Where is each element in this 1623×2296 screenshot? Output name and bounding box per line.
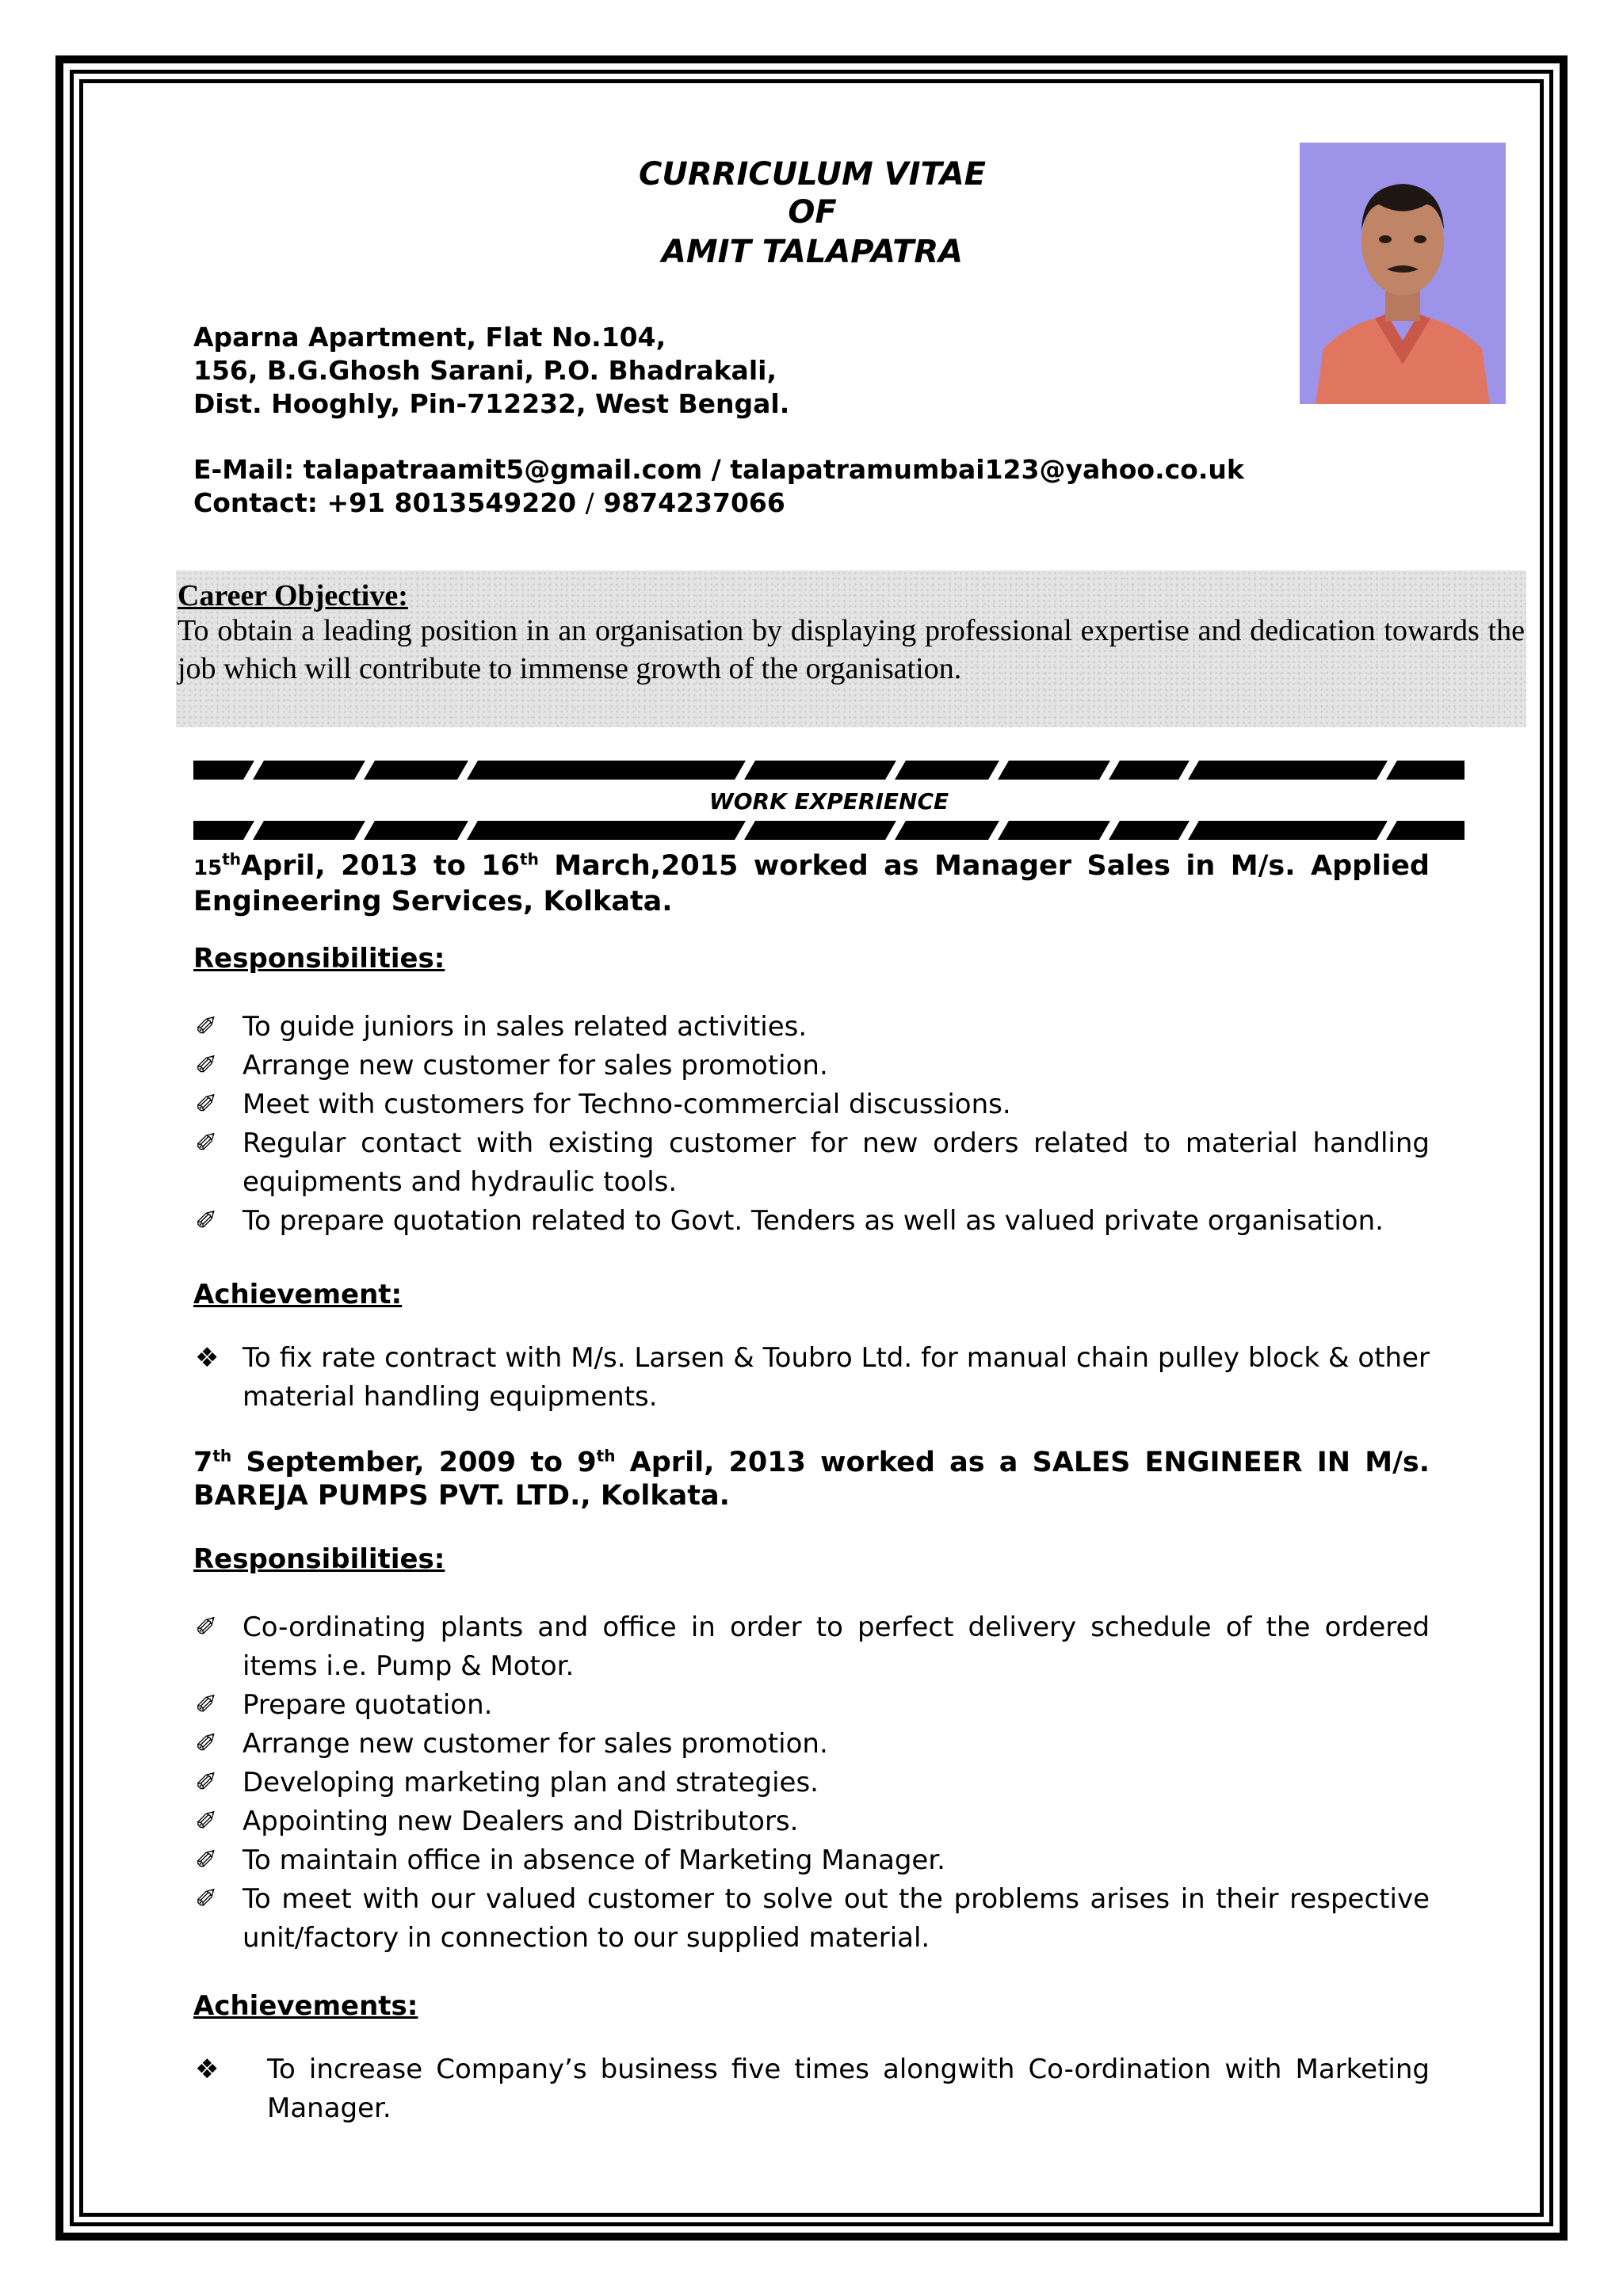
job-2-achievements-heading: Achievements: — [193, 1990, 418, 2022]
work-experience-heading: WORK EXPERIENCE — [708, 788, 949, 814]
career-objective-text: To obtain a leading position in an organisation by displaying professional expertise and dedication towards the job which will contribute to immense growth of the organisation. — [178, 614, 1525, 685]
job-1-start-day: 15 — [193, 856, 223, 880]
job-1-achievement-heading: Achievement: — [193, 1279, 403, 1310]
title-line-1: CURRICULUM VITAE — [639, 156, 986, 193]
list-item — [193, 1047, 1430, 1085]
pencil-icon: ✐ — [195, 1883, 218, 1915]
pencil-icon: ✐ — [195, 1089, 218, 1120]
phone-line — [193, 486, 785, 520]
pencil-icon: ✐ — [195, 1689, 218, 1721]
list-item-text: Appointing new Dealers and Distributors. — [242, 1806, 799, 1837]
job-1-achievement-list — [193, 1339, 1430, 1417]
career-objective-heading: Career Objective: — [178, 579, 408, 612]
job-1-end-suffix: th — [520, 849, 539, 869]
list-item — [193, 1686, 1430, 1725]
phone-alternate: 9874237066 — [594, 487, 785, 518]
list-item — [193, 1124, 1430, 1202]
list-item — [193, 1764, 1430, 1802]
job-2-description: April, 2013 worked as a SALES ENGINEER IN M/s. BAREJA PUMPS PVT. LTD., Kolkata. — [193, 1447, 1430, 1512]
title-line-2: OF — [788, 194, 837, 231]
pencil-icon: ✐ — [195, 1844, 218, 1876]
list-item — [193, 1008, 1430, 1047]
list-item — [193, 1802, 1430, 1841]
job-2-achievements-list — [193, 2050, 1430, 2128]
list-item-text: Meet with customers for Techno-commercial discussions. — [242, 1089, 1011, 1120]
list-item-text: Prepare quotation. — [242, 1689, 493, 1721]
pencil-icon: ✐ — [195, 1611, 218, 1643]
job-1-responsibilities-list — [193, 1008, 1430, 1241]
pencil-icon: ✐ — [195, 1050, 218, 1081]
list-item — [193, 1339, 1430, 1417]
job-2-start-suffix: th — [212, 1446, 232, 1466]
job-1-title — [193, 849, 1430, 918]
job-1-responsibilities-heading: Responsibilities: — [193, 943, 445, 974]
job-1-start-suffix: th — [222, 849, 241, 869]
diamond-icon: ❖ — [195, 2054, 220, 2085]
address-line-2: 156, B.G.Ghosh Sarani, P.O. Bhadrakali, — [193, 355, 777, 386]
email-line[interactable]: E-Mail: talapatraamit5@gmail.com / talapatramumbai123@yahoo.co.uk — [193, 454, 1244, 485]
career-objective-box — [176, 570, 1526, 727]
title-line-3: AMIT TALAPATRA — [661, 234, 964, 270]
job-2-responsibilities-heading: Responsibilities: — [193, 1543, 445, 1575]
list-item-text: Co-ordinating plants and office in order to perfect delivery schedule of the ordered items i.e. Pump & Motor. — [242, 1611, 1430, 1682]
job-1-description: March,2015 worked as Manager Sales in M/s. Applied Engineering Services, Kolkata. — [193, 850, 1430, 917]
job-1-start-rest: April, 2013 to 16 — [241, 850, 521, 882]
job-2-start-day: 7 — [193, 1447, 213, 1478]
job-2-responsibilities-list — [193, 1608, 1430, 1958]
list-item-text: To prepare quotation related to Govt. Tenders as well as valued private organisation. — [242, 1205, 1384, 1237]
address-line-1: Aparna Apartment, Flat No.104, — [193, 322, 666, 353]
list-item-text: Developing marketing plan and strategies. — [242, 1767, 819, 1798]
section-divider-top — [193, 761, 1465, 780]
section-divider-bottom — [193, 821, 1465, 840]
job-2-title — [193, 1446, 1430, 1512]
list-item-text: To fix rate contract with M/s. Larsen & Toubro Ltd. for manual chain pulley block & other material handling equipments. — [242, 1342, 1430, 1413]
job-2-end-suffix: th — [596, 1446, 616, 1466]
list-item-text: Arrange new customer for sales promotion. — [242, 1050, 828, 1081]
pencil-icon: ✐ — [195, 1011, 218, 1043]
list-item — [193, 1841, 1430, 1880]
list-item — [193, 1725, 1430, 1764]
list-item — [193, 1085, 1430, 1124]
pencil-icon: ✐ — [195, 1205, 218, 1237]
list-item-text: Arrange new customer for sales promotion. — [242, 1728, 828, 1760]
portrait-illustration — [1300, 143, 1506, 404]
list-item-text: To maintain office in absence of Marketing Manager. — [242, 1844, 945, 1876]
pencil-icon: ✐ — [195, 1127, 218, 1159]
list-item — [193, 1608, 1430, 1686]
list-item-text: To meet with our valued customer to solve out the problems arises in their respective unit/factory in connection to our supplied material. — [242, 1883, 1430, 1954]
phone-primary: Contact: +91 8013549220 — [193, 487, 586, 518]
address-line-3: Dist. Hooghly, Pin-712232, West Bengal. — [193, 388, 790, 419]
list-item-text: To guide juniors in sales related activities. — [242, 1011, 808, 1043]
diamond-icon: ❖ — [195, 1342, 220, 1374]
list-item — [193, 1880, 1430, 1958]
phone-separator: / — [585, 487, 594, 518]
list-item — [193, 2050, 1430, 2128]
pencil-icon: ✐ — [195, 1728, 218, 1760]
list-item-text: Regular contact with existing customer for new orders related to material handling equipments and hydraulic tools. — [242, 1127, 1430, 1198]
job-2-start-rest: September, 2009 to 9 — [231, 1447, 597, 1478]
pencil-icon: ✐ — [195, 1806, 218, 1837]
list-item-text: To increase Company’s business five times alongwith Co-ordination with Marketing Manager. — [267, 2054, 1430, 2124]
list-item — [193, 1202, 1430, 1241]
profile-photo — [1300, 143, 1506, 404]
pencil-icon: ✐ — [195, 1767, 218, 1798]
